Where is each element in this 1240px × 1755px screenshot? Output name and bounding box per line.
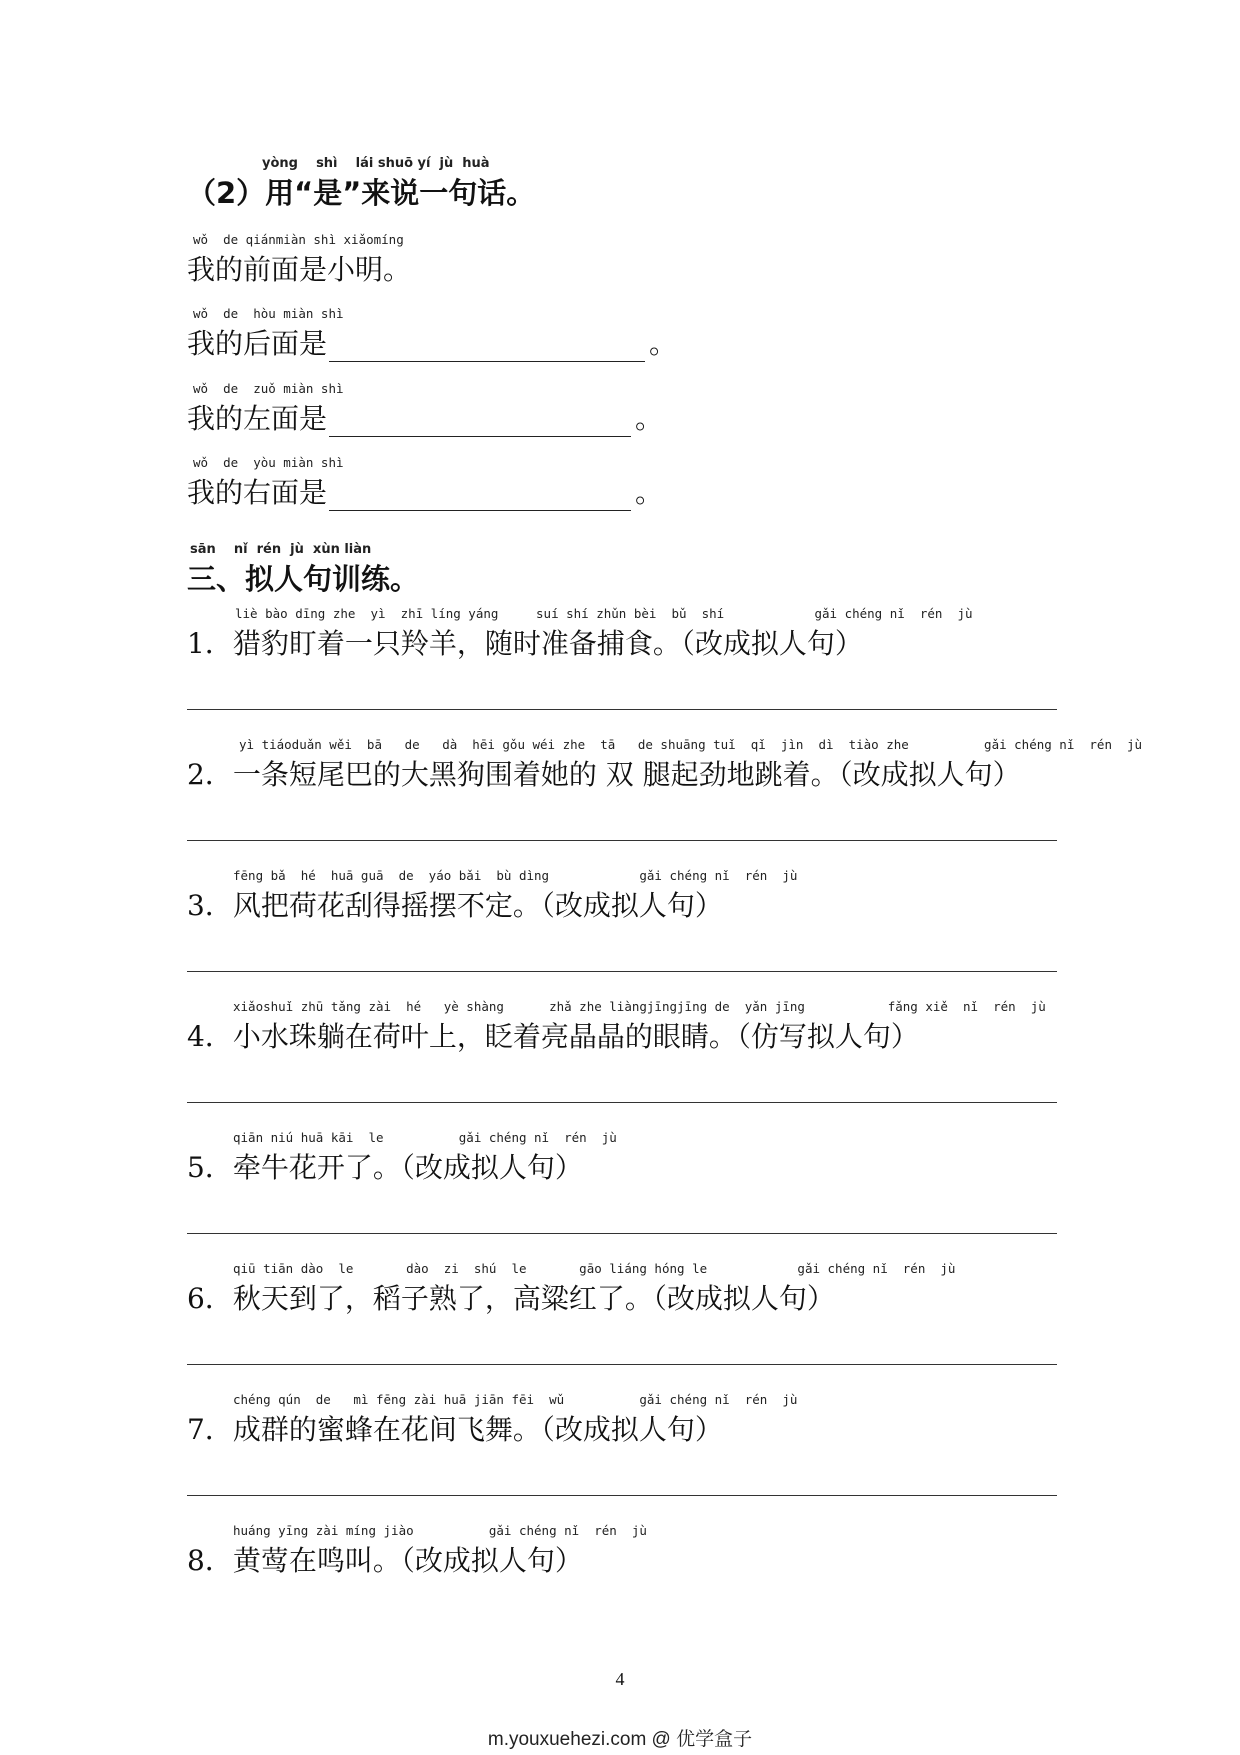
fill-item-2: [187, 397, 663, 437]
fill-item-3-end: 。: [635, 476, 664, 509]
question-8-pinyin: huáng yīng zài míng jiào gǎi chéng nǐ rén jù: [233, 1523, 647, 1538]
fill-item-2-end: 。: [635, 402, 664, 435]
page-number: 4: [615, 1669, 625, 1689]
fill-item-2-prefix: 我的左面是: [187, 402, 328, 435]
section2-title: （2）用“是”来说一句话。: [187, 176, 536, 210]
question-5-pinyin: qiān niú huā kāi le gǎi chéng nǐ rén jù: [233, 1130, 617, 1145]
question-6: 6．秋天到了，稻子熟了，高粱红了。（改成拟人句）: [187, 1282, 835, 1315]
section3-title-pinyin: sān nǐ rén jù xùn liàn: [190, 542, 372, 557]
question-7: 7．成群的蜜蜂在花间飞舞。（改成拟人句）: [187, 1413, 723, 1446]
question-8: 8．黄莺在鸣叫。（改成拟人句）: [187, 1544, 583, 1577]
fill-item-1-pinyin: wǒ de hòu miàn shì: [193, 306, 344, 321]
fill-item-3-pinyin: wǒ de yòu miàn shì: [193, 455, 344, 470]
question-3: 3．风把荷花刮得摇摆不定。（改成拟人句）: [187, 889, 723, 922]
answer-line-3[interactable]: [187, 971, 1057, 972]
fill-item-3: [187, 471, 663, 511]
fill-item-1-end: 。: [649, 327, 678, 360]
fill-item-3-prefix: 我的右面是: [187, 476, 328, 509]
fill-item-2-blank[interactable]: [329, 406, 631, 437]
question-6-pinyin: qiū tiān dào le dào zi shú le gāo liáng hóng le gǎi chéng nǐ rén jù: [233, 1261, 956, 1276]
question-2-pinyin: yì tiáoduǎn wěi bā de dà hēi gǒu wéi zhe tā de shuāng tuǐ qǐ jìn dì tiào zhe gǎi chéng nǐ rén jù: [239, 737, 1143, 752]
question-4-pinyin: xiǎoshuǐ zhū tǎng zài hé yè shàng zhǎ zhe liàngjīngjīng de yǎn jīng fǎng xiě nǐ rén jù: [233, 999, 1046, 1014]
section2-title-pinyin: yòng shì lái shuō yí jù huà: [262, 156, 490, 171]
answer-line-1[interactable]: [187, 709, 1057, 710]
answer-line-4[interactable]: [187, 1102, 1057, 1103]
answer-line-7[interactable]: [187, 1495, 1057, 1496]
question-7-pinyin: chéng qún de mì fēng zài huā jiān fēi wǔ gǎi chéng nǐ rén jù: [233, 1392, 798, 1407]
question-1-pinyin: liè bào dīng zhe yì zhī líng yáng suí shí zhǔn bèi bǔ shí gǎi chéng nǐ rén jù: [235, 606, 973, 621]
answer-line-6[interactable]: [187, 1364, 1057, 1365]
fill-item-1-blank[interactable]: [329, 331, 645, 362]
question-5: 5．牵牛花开了。（改成拟人句）: [187, 1151, 583, 1184]
watermark: m.youxuehezi.com @ 优学盒子: [487, 1729, 753, 1750]
fill-item-1: [187, 322, 677, 362]
answer-line-5[interactable]: [187, 1233, 1057, 1234]
question-2: 2．一条短尾巴的大黑狗围着她的 双 腿起劲地跳着。（改成拟人句）: [187, 758, 1021, 791]
section3-title: 三、拟人句训练。: [187, 562, 420, 596]
example-sentence: 我的前面是小明。: [187, 253, 412, 286]
example-pinyin: wǒ de qiánmiàn shì xiǎomíng: [193, 232, 404, 247]
question-3-pinyin: fēng bǎ hé huā guā de yáo bǎi bù dìng gǎi chéng nǐ rén jù: [233, 868, 798, 883]
question-1: 1．猎豹盯着一只羚羊，随时准备捕食。（改成拟人句）: [187, 627, 863, 660]
fill-item-2-pinyin: wǒ de zuǒ miàn shì: [193, 381, 344, 396]
question-4: 4．小水珠躺在荷叶上，眨着亮晶晶的眼睛。（仿写拟人句）: [187, 1020, 919, 1053]
fill-item-1-prefix: 我的后面是: [187, 327, 328, 360]
answer-line-2[interactable]: [187, 840, 1057, 841]
fill-item-3-blank[interactable]: [329, 480, 631, 511]
